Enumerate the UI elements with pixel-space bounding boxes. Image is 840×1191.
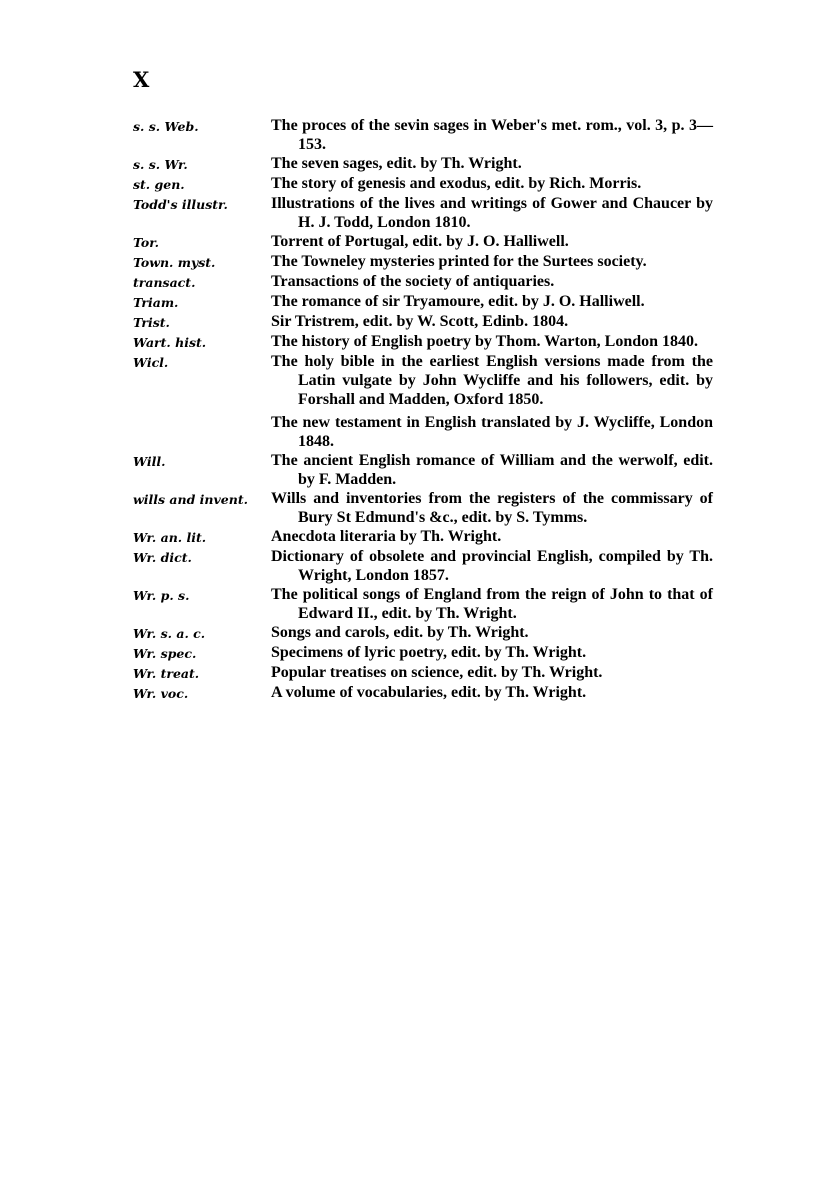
list-item (133, 451, 713, 489)
entry-abbreviation: Wicl. (133, 355, 169, 370)
entry-description: Songs and carols, edit. by Th. Wright. (271, 624, 529, 641)
list-item (133, 413, 713, 451)
entry-description: The ancient English romance of William and the werwolf, edit. by F. Madden. (271, 452, 713, 488)
entry-description: The history of English poetry by Thom. Warton, London 1840. (271, 333, 699, 350)
entry-abbreviation: Wr. treat. (133, 666, 200, 681)
list-item (133, 312, 713, 332)
list-item (133, 663, 713, 683)
entry-description: The proces of the sevin sages in Weber's met. rom., vol. 3, p. 3—153. (271, 117, 713, 153)
list-item (133, 232, 713, 252)
entry-description: Illustrations of the lives and writings of Gower and Chaucer by H. J. Todd, London 1810. (271, 195, 713, 231)
entry-abbreviation: s. s. Wr. (133, 157, 188, 172)
entry-abbreviation: Wr. s. a. c. (133, 626, 206, 641)
list-item (133, 174, 713, 194)
list-item (133, 352, 713, 409)
list-item (133, 585, 713, 623)
entry-abbreviation: Town. myst. (133, 255, 216, 270)
list-item (133, 489, 713, 527)
entry-description: The new testament in English translated by J. Wycliffe, London 1848. (271, 414, 713, 450)
abbreviation-list (133, 116, 713, 703)
list-item (133, 527, 713, 547)
list-item (133, 547, 713, 585)
list-item (133, 683, 713, 703)
entry-abbreviation: wills and invent. (133, 492, 248, 507)
list-item (133, 194, 713, 232)
entry-abbreviation: Tor. (133, 235, 159, 250)
entry-description: Anecdota literaria by Th. Wright. (271, 528, 502, 545)
entry-description: Wills and inventories from the registers of the commissary of Bury St Edmund's &c., edit. by S. Tymms. (271, 490, 713, 526)
entry-abbreviation: Todd's illustr. (133, 197, 228, 212)
list-item (133, 116, 713, 154)
entry-abbreviation (133, 413, 271, 414)
entry-abbreviation: Wart. hist. (133, 335, 207, 350)
entry-abbreviation: Wr. spec. (133, 646, 197, 661)
entry-description: Transactions of the society of antiquaries. (271, 273, 555, 290)
list-item (133, 252, 713, 272)
list-item (133, 643, 713, 663)
entry-description: Popular treatises on science, edit. by Th. Wright. (271, 664, 603, 681)
entry-description: The Towneley mysteries printed for the Surtees society. (271, 253, 647, 270)
entry-description: The political songs of England from the reign of John to that of Edward II., edit. by Th. Wright. (271, 586, 713, 622)
entry-description: Sir Tristrem, edit. by W. Scott, Edinb. 1804. (271, 313, 569, 330)
entry-description: The romance of sir Tryamoure, edit. by J. O. Halliwell. (271, 293, 645, 310)
entry-description: A volume of vocabularies, edit. by Th. Wright. (271, 684, 587, 701)
entry-abbreviation: st. gen. (133, 177, 185, 192)
entry-description: Torrent of Portugal, edit. by J. O. Halliwell. (271, 233, 569, 250)
entry-abbreviation: Wr. dict. (133, 550, 192, 565)
entry-abbreviation: transact. (133, 275, 196, 290)
entry-description: The story of genesis and exodus, edit. by Rich. Morris. (271, 175, 642, 192)
page-number: X (133, 67, 150, 92)
entry-abbreviation: s. s. Web. (133, 119, 199, 134)
entry-abbreviation: Triam. (133, 295, 179, 310)
entry-description: The holy bible in the earliest English versions made from the Latin vulgate by John Wycliffe and his followers, edit. by Forshall and Madden, Oxford 1850. (271, 353, 713, 408)
list-item (133, 292, 713, 312)
entry-abbreviation: Wr. voc. (133, 686, 189, 701)
entry-description: Specimens of lyric poetry, edit. by Th. Wright. (271, 644, 587, 661)
list-item (133, 623, 713, 643)
entry-abbreviation: Wr. an. lit. (133, 530, 207, 545)
entry-description: Dictionary of obsolete and provincial English, compiled by Th. Wright, London 1857. (271, 548, 713, 584)
entry-abbreviation: Will. (133, 454, 166, 469)
entry-abbreviation: Wr. p. s. (133, 588, 190, 603)
entry-description: The seven sages, edit. by Th. Wright. (271, 155, 522, 172)
list-item (133, 332, 713, 352)
list-item (133, 272, 713, 292)
entry-abbreviation: Trist. (133, 315, 170, 330)
list-item (133, 154, 713, 174)
